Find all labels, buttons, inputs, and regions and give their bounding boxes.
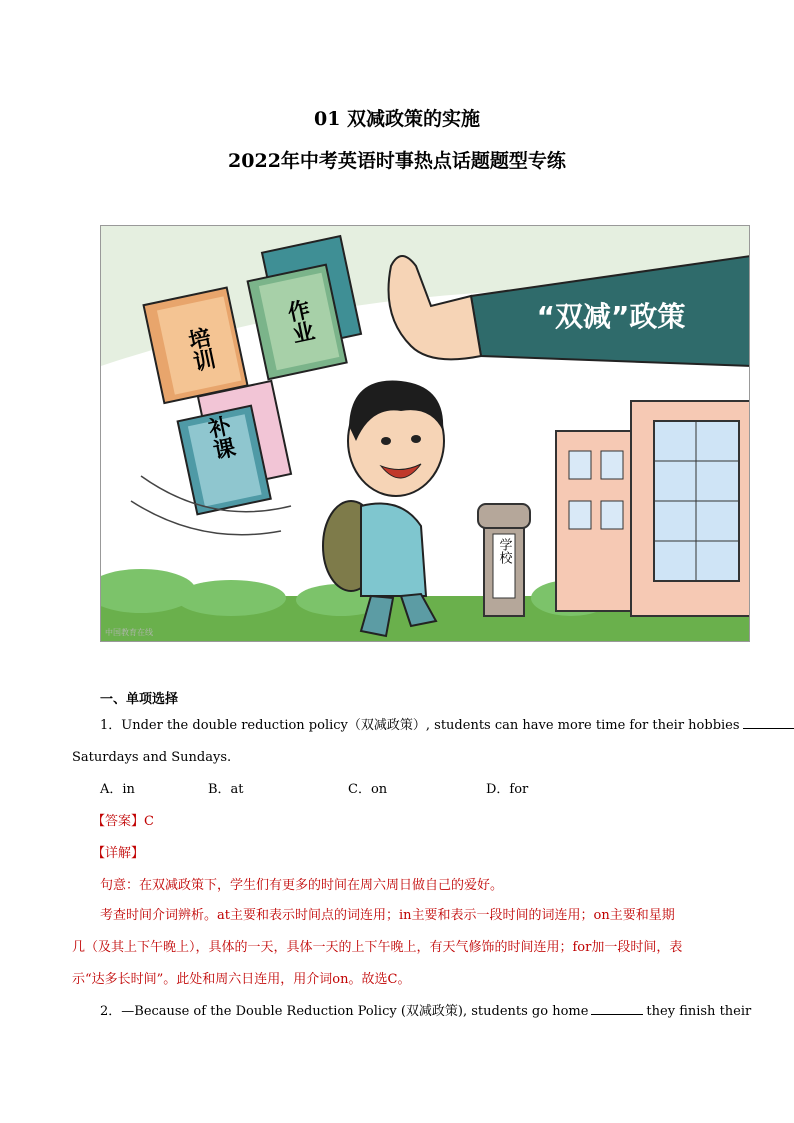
q2-stem-line1	[100, 1002, 751, 1022]
q2-stem-text: 2．—Because of the Double Reduction Policy (双减政策), students go home	[100, 1004, 589, 1019]
q1-blank	[743, 716, 794, 729]
q1-option-a[interactable]: A．in	[100, 782, 135, 797]
q1-answer: 【答案】C	[92, 814, 154, 829]
q2-blank	[591, 1002, 643, 1015]
book-tutoring-text: 补课	[203, 413, 237, 463]
book-training-text: 培训	[183, 325, 217, 374]
q1-explanation-1: 句意：在双减政策下，学生们有更多的时间在周六周日做自己的爱好。	[100, 878, 504, 893]
document-subtitle: 2022年中考英语时事热点话题题型专练	[228, 150, 566, 172]
q1-option-d[interactable]: D．for	[486, 782, 529, 797]
q1-stem-line1	[100, 716, 794, 736]
q1-option-b[interactable]: B．at	[208, 782, 244, 797]
book-homework-text: 作业	[282, 297, 316, 346]
q1-detail-label: 【详解】	[92, 846, 145, 861]
q1-option-c[interactable]: C．on	[348, 782, 388, 797]
q2-stem-tail: they finish their	[646, 1004, 752, 1019]
section-heading: 一、单项选择	[100, 692, 179, 707]
q1-options	[100, 780, 600, 800]
q1-explanation-4: 示“达多长时间”。此处和周六日连用，用介词on。故选C。	[72, 972, 411, 987]
school-sign-text: 学校	[496, 538, 512, 564]
q1-explanation-3: 几（及其上下午晚上），具体的一天，具体一天的上下午晚上，有天气修饰的时间连用；for加一段时间，表	[72, 940, 683, 955]
q1-stem-text: 1．Under the double reduction policy（双减政策）, students can have more time for their hobbies	[100, 718, 740, 733]
cartoon-illustration	[100, 225, 750, 642]
q1-stem-line2: Saturdays and Sundays.	[72, 750, 232, 765]
arm-banner-text: “双减”政策	[536, 300, 686, 333]
q1-explanation-2: 考查时间介词辨析。at主要和表示时间点的词连用；in主要和表示一段时间的词连用；on主要和星期	[100, 908, 675, 923]
image-watermark: 中国教育在线	[105, 628, 153, 637]
document-title: 01 双减政策的实施	[313, 108, 481, 130]
